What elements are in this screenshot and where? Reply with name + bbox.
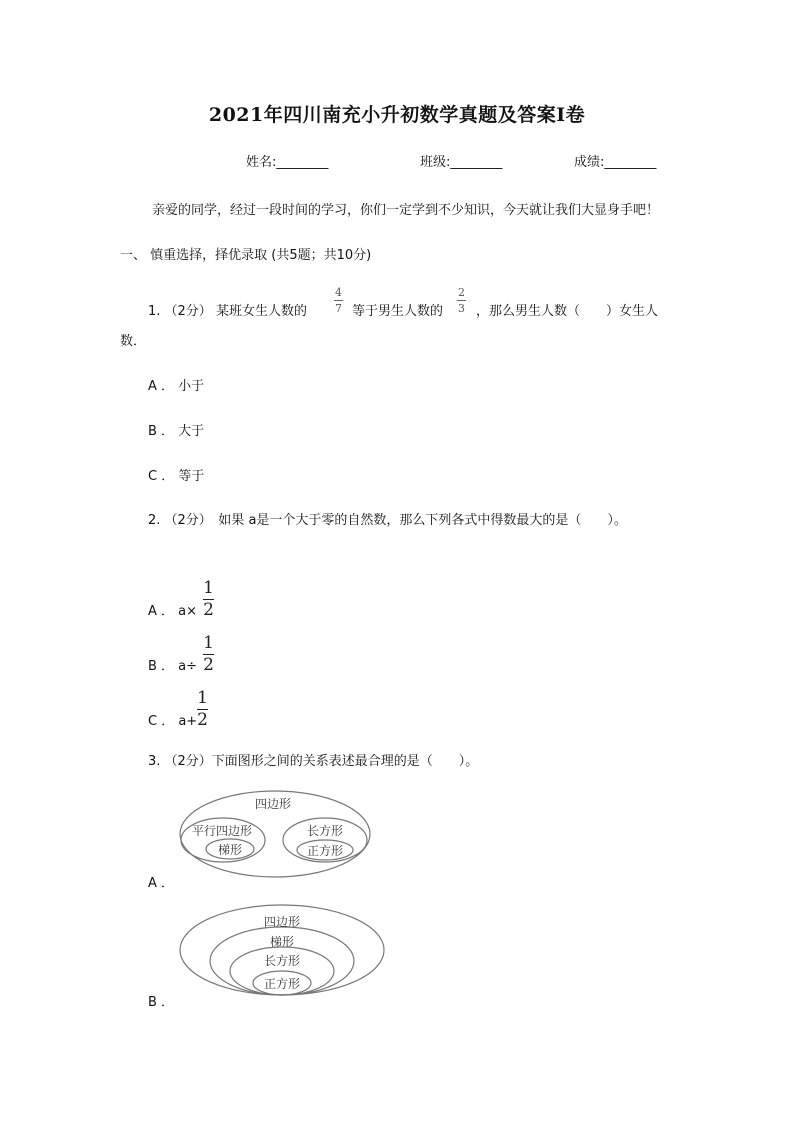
q2-a-den: 2 — [203, 600, 214, 620]
q3b-label-1: 四边形 — [263, 915, 301, 929]
q3b-label-4: 正方形 — [263, 977, 301, 991]
q2-option-a-fraction — [203, 580, 214, 619]
q1-frac2-num: 2 — [458, 286, 465, 299]
q3b-label-3: 长方形 — [263, 954, 301, 968]
q2-option-c-fraction — [197, 690, 208, 729]
score-field-label: 成绩:________ — [574, 155, 657, 170]
q2-option-b-fraction — [203, 635, 214, 674]
q1-option-c: C ． 等于 — [148, 469, 205, 484]
q1-frac2-den: 3 — [458, 302, 465, 315]
fraction-bar — [457, 300, 466, 301]
page-title: 2021年四川南充小升初数学真题及答案Ⅰ卷 — [208, 104, 586, 126]
q2-option-a: A ． a× — [148, 604, 198, 619]
q3a-outer-label: 四边形 — [254, 797, 292, 811]
fraction-bar — [334, 300, 343, 301]
q3-diagram-b — [176, 903, 388, 1003]
section-heading: 一、 慎重选择，择优录取 (共5题；共10分) — [120, 248, 372, 263]
q1-option-b: B ． 大于 — [148, 424, 205, 439]
q2-option-c: C ． a+ — [148, 714, 198, 729]
q3a-right-inner-label: 正方形 — [306, 844, 344, 858]
q3a-left-label: 平行四边形 — [191, 824, 253, 838]
q2-option-b: B ． a÷ — [148, 659, 198, 674]
q3-text: 3. （2分）下面图形之间的关系表述最合理的是（ ）。 — [148, 754, 479, 769]
q1-fraction-1 — [334, 287, 343, 314]
q3-diagram-a — [175, 788, 375, 884]
q1-fraction-2 — [457, 287, 466, 314]
q2-a-num: 1 — [203, 578, 214, 598]
q2-text: 2. （2分） 如果 a是一个大于零的自然数，那么下列各式中得数最大的是（ ）。 — [148, 513, 627, 528]
q1-option-a: A ． 小于 — [148, 379, 205, 394]
q2-b-den: 2 — [203, 655, 214, 675]
q3-option-b: B ． — [148, 995, 175, 1010]
q1-text-start: 1. （2分） 某班女生人数的 — [148, 304, 307, 319]
q3a-right-label: 长方形 — [306, 824, 344, 838]
q1-text-wrap: 数． — [120, 334, 147, 349]
q2-b-num: 1 — [203, 633, 214, 653]
q1-frac1-den: 7 — [335, 302, 342, 315]
name-field-label: 姓名:________ — [246, 155, 329, 170]
intro-text: 亲爱的同学，经过一段时间的学习，你们一定学到不少知识，今天就让我们大显身手吧！ — [152, 203, 660, 218]
q2-c-num: 1 — [197, 688, 208, 708]
class-field-label: 班级:________ — [420, 155, 503, 170]
q1-frac1-num: 4 — [335, 286, 342, 299]
q1-text-end: ，那么男生人数（ ）女生人 — [476, 304, 659, 319]
q2-c-den: 2 — [197, 710, 208, 730]
q3b-label-2: 梯形 — [269, 935, 295, 949]
q1-text-mid: 等于男生人数的 — [352, 304, 444, 319]
q3-option-a: A ． — [148, 876, 175, 891]
q3a-left-inner-label: 梯形 — [217, 843, 243, 857]
